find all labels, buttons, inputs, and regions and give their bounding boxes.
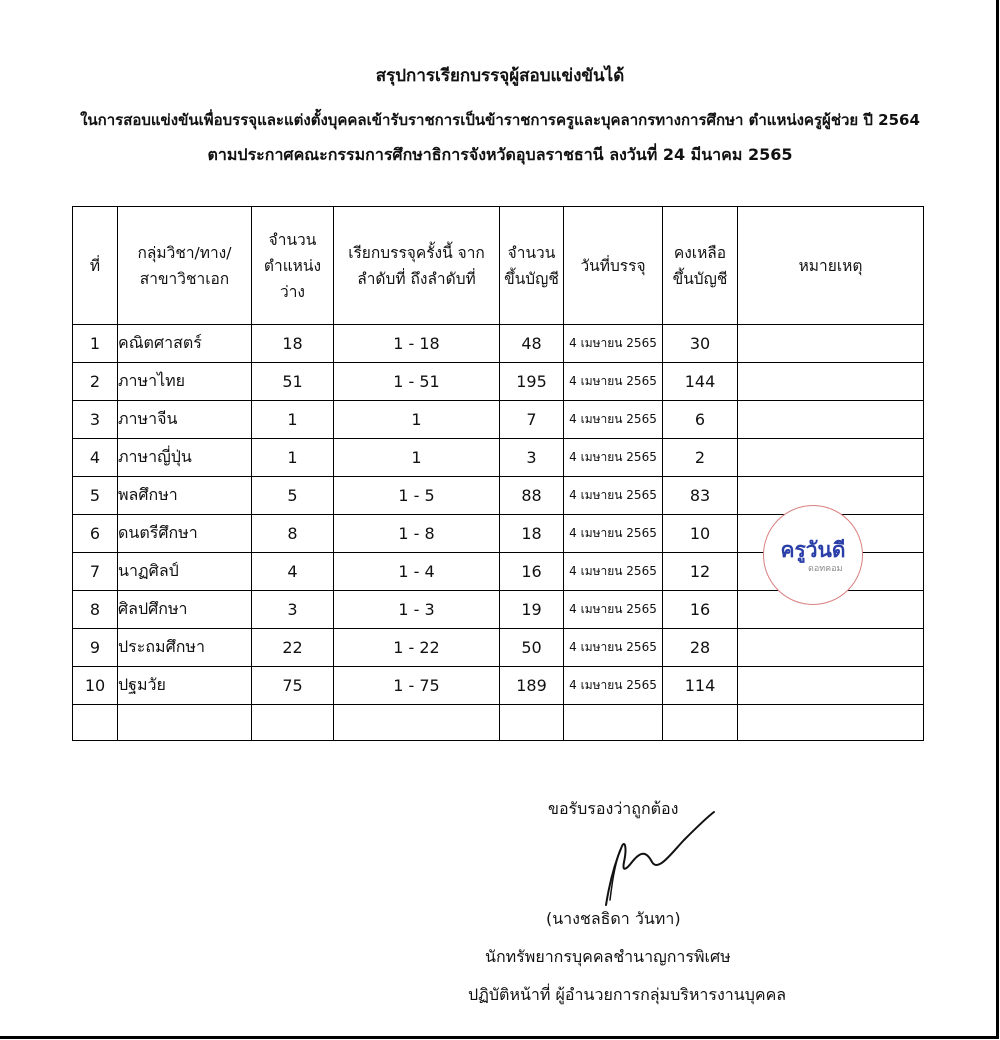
row-pool-size: 3	[500, 439, 564, 477]
appointment-summary-table	[72, 206, 924, 741]
row-vacant-slots: 75	[252, 667, 334, 705]
row-note	[738, 363, 924, 401]
header-subject: กลุ่มวิชา/ทาง/ สาขาวิชาเอก	[118, 207, 252, 325]
row-vacant-slots: 51	[252, 363, 334, 401]
row-pool-size: 189	[500, 667, 564, 705]
row-call-range: 1 - 4	[334, 553, 500, 591]
table-header-row	[73, 207, 924, 325]
watermark-sub-text: ดอทคอม	[808, 564, 843, 574]
empty-cell	[663, 705, 738, 741]
row-call-range: 1	[334, 439, 500, 477]
row-subject: ภาษาจีน	[118, 401, 252, 439]
row-remaining: 10	[663, 515, 738, 553]
empty-cell	[334, 705, 500, 741]
row-no: 3	[73, 401, 118, 439]
row-call-range: 1 - 51	[334, 363, 500, 401]
row-appointment-date: 4 เมษายน 2565	[564, 363, 663, 401]
table-row	[73, 629, 924, 667]
row-appointment-date: 4 เมษายน 2565	[564, 515, 663, 553]
row-no: 8	[73, 591, 118, 629]
row-remaining: 28	[663, 629, 738, 667]
row-no: 10	[73, 667, 118, 705]
row-appointment-date: 4 เมษายน 2565	[564, 553, 663, 591]
row-remaining: 83	[663, 477, 738, 515]
row-remaining: 12	[663, 553, 738, 591]
row-pool-size: 19	[500, 591, 564, 629]
row-vacant-slots: 22	[252, 629, 334, 667]
row-note	[738, 401, 924, 439]
watermark-main-text: ครูวันดี	[780, 538, 846, 562]
row-appointment-date: 4 เมษายน 2565	[564, 591, 663, 629]
row-pool-size: 48	[500, 325, 564, 363]
row-no: 1	[73, 325, 118, 363]
table-row	[73, 363, 924, 401]
row-call-range: 1 - 22	[334, 629, 500, 667]
empty-cell	[564, 705, 663, 741]
kruwandee-watermark	[763, 505, 863, 605]
certify-text: ขอรับรองว่าถูกต้อง	[548, 799, 679, 818]
empty-cell	[252, 705, 334, 741]
table-row	[73, 439, 924, 477]
row-subject: ภาษาญี่ปุ่น	[118, 439, 252, 477]
row-no: 4	[73, 439, 118, 477]
row-call-range: 1 - 18	[334, 325, 500, 363]
row-appointment-date: 4 เมษายน 2565	[564, 325, 663, 363]
row-pool-size: 7	[500, 401, 564, 439]
row-note	[738, 439, 924, 477]
row-appointment-date: 4 เมษายน 2565	[564, 629, 663, 667]
row-vacant-slots: 8	[252, 515, 334, 553]
row-subject: ดนตรีศึกษา	[118, 515, 252, 553]
document-title: สรุปการเรียกบรรจุผู้สอบแข่งขันได้	[375, 66, 625, 86]
row-vacant-slots: 5	[252, 477, 334, 515]
handwritten-signature	[600, 810, 720, 910]
header-no: ที่	[73, 207, 118, 325]
table-row	[73, 401, 924, 439]
row-call-range: 1 - 5	[334, 477, 500, 515]
signer-position: นักทรัพยากรบุคคลชำนาญการพิเศษ	[485, 947, 731, 966]
empty-cell	[738, 705, 924, 741]
row-no: 2	[73, 363, 118, 401]
row-call-range: 1	[334, 401, 500, 439]
header-note: หมายเหตุ	[738, 207, 924, 325]
row-remaining: 144	[663, 363, 738, 401]
row-pool-size: 50	[500, 629, 564, 667]
empty-cell	[118, 705, 252, 741]
row-note	[738, 629, 924, 667]
row-subject: นาฏศิลป์	[118, 553, 252, 591]
row-remaining: 2	[663, 439, 738, 477]
row-pool-size: 88	[500, 477, 564, 515]
row-subject: ปฐมวัย	[118, 667, 252, 705]
row-subject: ภาษาไทย	[118, 363, 252, 401]
row-note	[738, 325, 924, 363]
row-vacant-slots: 4	[252, 553, 334, 591]
row-vacant-slots: 18	[252, 325, 334, 363]
signer-acting-role: ปฏิบัติหน้าที่ ผู้อำนวยการกลุ่มบริหารงานบุคคล	[468, 985, 787, 1004]
empty-cell	[73, 705, 118, 741]
row-remaining: 30	[663, 325, 738, 363]
row-vacant-slots: 3	[252, 591, 334, 629]
row-remaining: 16	[663, 591, 738, 629]
row-call-range: 1 - 3	[334, 591, 500, 629]
row-appointment-date: 4 เมษายน 2565	[564, 477, 663, 515]
row-subject: ศิลปศึกษา	[118, 591, 252, 629]
table-row-empty	[73, 705, 924, 741]
row-pool-size: 16	[500, 553, 564, 591]
row-call-range: 1 - 75	[334, 667, 500, 705]
header-call-range: เรียกบรรจุครั้งนี้ จากลำดับที่ ถึงลำดับที่	[334, 207, 500, 325]
row-no: 9	[73, 629, 118, 667]
row-appointment-date: 4 เมษายน 2565	[564, 667, 663, 705]
row-vacant-slots: 1	[252, 439, 334, 477]
empty-cell	[500, 705, 564, 741]
header-appointment-date: วันที่บรรจุ	[564, 207, 663, 325]
row-subject: ประถมศึกษา	[118, 629, 252, 667]
announcement-line: ตามประกาศคณะกรรมการศึกษาธิการจังหวัดอุบลราชธานี ลงวันที่ 24 มีนาคม 2565	[207, 145, 793, 164]
row-pool-size: 195	[500, 363, 564, 401]
row-appointment-date: 4 เมษายน 2565	[564, 439, 663, 477]
header-remaining: คงเหลือ ขึ้นบัญชี	[663, 207, 738, 325]
row-subject: พลศึกษา	[118, 477, 252, 515]
row-subject: คณิตศาสตร์	[118, 325, 252, 363]
row-remaining: 114	[663, 667, 738, 705]
row-note	[738, 667, 924, 705]
document-subtitle: ในการสอบแข่งขันเพื่อบรรจุและแต่งตั้งบุคคลเข้ารับราชการเป็นข้าราชการครูและบุคลากรทางการศึกษา ตำแหน่งครูผู้ช่วย ปี 2564	[80, 111, 920, 129]
row-no: 5	[73, 477, 118, 515]
table-row	[73, 667, 924, 705]
row-no: 6	[73, 515, 118, 553]
row-remaining: 6	[663, 401, 738, 439]
header-pool-size: จำนวน ขึ้นบัญชี	[500, 207, 564, 325]
signer-name: (นางชลธิดา วันทา)	[546, 909, 681, 928]
row-no: 7	[73, 553, 118, 591]
header-vacant-slots: จำนวน ตำแหน่งว่าง	[252, 207, 334, 325]
table-row	[73, 325, 924, 363]
row-call-range: 1 - 8	[334, 515, 500, 553]
row-pool-size: 18	[500, 515, 564, 553]
row-appointment-date: 4 เมษายน 2565	[564, 401, 663, 439]
row-vacant-slots: 1	[252, 401, 334, 439]
